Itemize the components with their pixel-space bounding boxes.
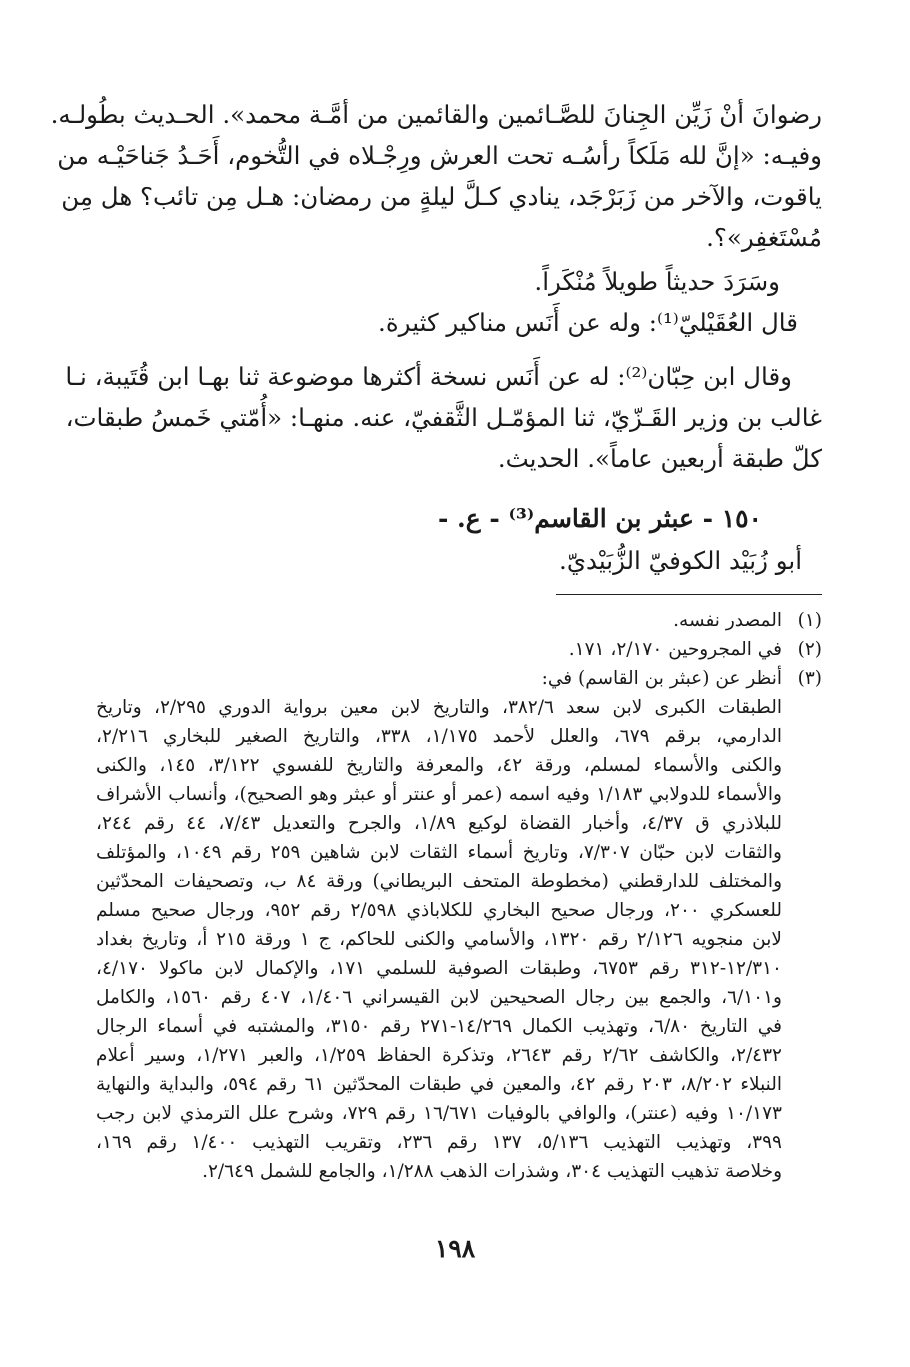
body-line: وفيـه: «إنَّ لله مَلَكاً رأسُـه تحت العرش ورِجْـلاه في التُّخوم، أَحَـدُ جَناحَيْـه من	[57, 141, 822, 170]
footnote-line: وخلاصة تذهيب التهذيب ٣٠٤، وشذرات الذهب ١/٢٨٨، والجامع للشمل ٢/٦٤٩.	[202, 1161, 782, 1182]
footnote-line: في التاريخ ٦/٨٠، وتهذيب الكمال ١٤/٢٦٩-٢٧١ رقم ٣١٥٠، والمشتبه في أسماء الرجال	[96, 1016, 782, 1037]
footnote-line: الطبقات الكبرى لابن سعد ٣٨٢/٦، والتاريخ لابن معين برواية الدوري ٢/٢٩٥، وتاريخ	[96, 697, 783, 718]
footnote-number: (٣)	[797, 668, 822, 689]
footnote-line: ١٠/١٧٣ وفيه (عنتر)، والوافي بالوفيات ١٦/٦٧١ رقم ٧٢٩، وشرح علل الترمذي لابن رجب	[96, 1103, 782, 1124]
page-number: ١٩٨	[434, 1234, 476, 1263]
footnote-line: والثقات لابن حبّان ٧/٣٠٧، وتاريخ أسماء الثقات لابن شاهين ٢٥٩ رقم ١٠٤٩، والمؤتلف	[96, 842, 782, 863]
footnote-number: (١)	[797, 610, 822, 631]
footnote-line: لابن منجويه ٢/١٢٦ رقم ١٣٢٠، والأسامي والكنى للحاكم، ج ١ ورقة ٢١٥ أ، وتاريخ بغداد	[96, 929, 782, 950]
footnote-line: ١٢/٣١٠-٣١٢ رقم ٦٧٥٣، وطبقات الصوفية للسلمي ١٧١، والإكمال لابن ماكولا ٤/١٧٠،	[96, 958, 782, 979]
body-line: قال العُقَيْليّ⁽¹⁾: وله عن أَنَس مناكير كثيرة.	[378, 308, 798, 337]
footnote-line: والمختلف للدارقطني (مخطوطة المتحف البريطاني) ورقة ٨٤ ب، وتصحيفات المحدّثين	[96, 871, 782, 892]
footnote-line: والأسماء للدولابي ١/١٨٣ وفيه اسمه (عمر أو عنتر أو عبثر وهو الصحيح)، وأنساب الأشراف	[96, 784, 782, 805]
footnote-line: للعسكري ٢٠٠، ورجال صحيح البخاري للكلاباذي ٢/٥٩٨ رقم ٩٥٢، ورجال صحيح مسلم	[96, 900, 782, 921]
footnote-line: و٦/١٠١، والجمع بين رجال الصحيحين لابن القيسراني ١/٤٠٦، ٤٠٧ رقم ١٥٦٠، والكامل	[96, 987, 782, 1008]
body-line: وقال ابن حِبّان⁽²⁾: له عن أَنَس نسخة أكثرها موضوعة ثنا بهـا ابن قُتَيبة، نـا	[65, 362, 792, 391]
body-line: ياقوت، والآخر من زَبَرْجَد، ينادي كـلَّ ليلةٍ من رمضان: هـل مِن تائب؟ هل مِن	[61, 182, 822, 211]
footnote-line: للبلاذري ق ٤/٣٧، وأخبار القضاة لوكيع ١/٨٩، والجرح والتعديل ٧/٤٣، ٤٤ رقم ٢٤٤،	[96, 813, 782, 834]
body-line: وسَرَدَ حديثاً طويلاً مُنْكَراً.	[534, 267, 780, 296]
footnote-line: الدارمي، برقم ٦٧٩، والعلل لأحمد ١/١٧٥، ٣٣٨، والتاريخ الصغير للبخاري ٢/٢١٦،	[96, 726, 782, 747]
footnote-number: (٢)	[797, 639, 822, 660]
footnote-text: في المجروحين ٢/١٧٠، ١٧١.	[568, 639, 782, 660]
body-line: غالب بن وزير القَـزّيّ، ثنا المؤمّـل الثَّقفيّ، عنه. منهـا: «أُمّتي خَمسُ طبقات،	[65, 403, 822, 432]
footnote-intro: أنظر عن (عبثر بن القاسم) في:	[541, 668, 782, 689]
entry-heading: ١٥٠ - عبثر بن القاسم⁽³⁾ - ع. -	[437, 504, 762, 533]
footnote-separator	[556, 594, 822, 595]
body-line: رضوانَ أنْ زَيِّن الجِنانَ للصَّـائمين والقائمين من أمَّـة محمد». الحـديث بطُولـه.	[50, 100, 822, 129]
footnote-line: ٢/٤٣٢، والكاشف ٢/٦٢ رقم ٢٦٤٣، وتذكرة الحفاظ ١/٢٥٩، والعبر ١/٢٧١، وسير أعلام	[96, 1045, 782, 1066]
footnote-line: والكنى والأسماء لمسلم، ورقة ٤٢، والمعرفة والتاريخ للفسوي ٣/١٢٢، ١٤٥، والكنى	[96, 755, 782, 776]
footnote-line: النبلاء ٨/٢٠٢، ٢٠٣ رقم ٤٢، والمعين في طبقات المحدّثين ٦١ رقم ٥٩٤، والبداية والنهاية	[96, 1074, 783, 1095]
body-line: مُسْتَغفِر»؟.	[706, 223, 822, 252]
entry-subline: أبو زُبَيْد الكوفيّ الزُّبَيْديّ.	[559, 546, 802, 575]
footnote-line: ٣٩٩، وتهذيب التهذيب ٥/١٣٦، ١٣٧ رقم ٢٣٦، وتقريب التهذيب ١/٤٠٠ رقم ١٦٩،	[96, 1132, 782, 1153]
footnote-text: المصدر نفسه.	[673, 610, 782, 631]
body-line: كلّ طبقة أربعين عاماً». الحديث.	[497, 444, 822, 473]
